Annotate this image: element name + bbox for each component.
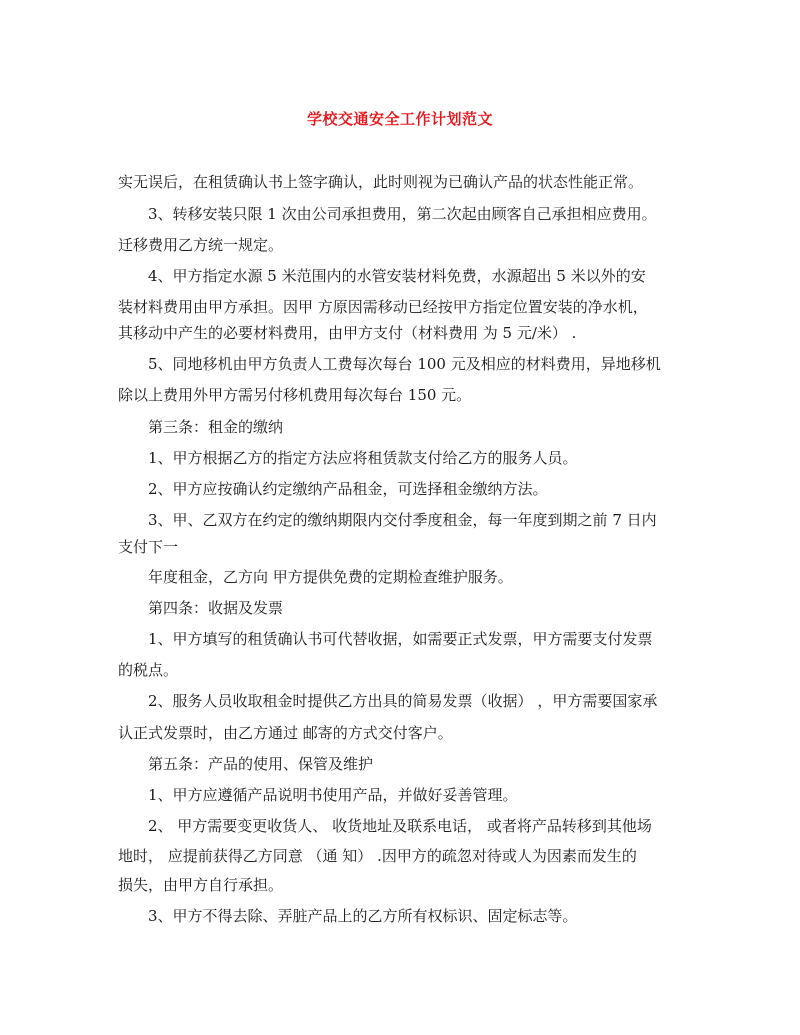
text-line: 2、 甲方需要变更收货人、 收货地址及联系电话， 或者将产品转移到其他场 [148, 817, 652, 835]
text-line: 支付下一 [118, 538, 179, 556]
section-heading: 第三条：租金的缴纳 [148, 418, 284, 436]
text-line: 2、服务人员收取租金时提供乙方出具的简易发票（收据） ，甲方需要国家承 [148, 692, 658, 710]
text-line: 年度租金，乙方向 甲方提供免费的定期检查维护服务。 [148, 568, 513, 586]
section-heading: 第五条：产品的使用、保管及维护 [148, 755, 374, 773]
text-line: 4、甲方指定水源 5 米范围内的水管安装材料免费，水源超出 5 米以外的安 [148, 267, 646, 285]
text-line: 1、甲方填写的租赁确认书可代替收据，如需要正式发票，甲方需要支付发票 [148, 630, 653, 648]
text-line: 3、转移安装只限 1 次由公司承担费用，第二次起由顾客自己承担相应费用。 [148, 205, 657, 223]
text-line: 3、甲方不得去除、弄脏产品上的乙方所有权标识、固定标志等。 [148, 907, 578, 925]
text-line: 1、甲方根据乙方的指定方法应将租赁款支付给乙方的服务人员。 [148, 449, 578, 467]
text-line: 地时， 应提前获得乙方同意 （通 知） .因甲方的疏忽对待或人为因素而发生的 [118, 847, 637, 865]
text-line: 认正式发票时，由乙方通过 邮寄的方式交付客户。 [118, 724, 453, 742]
text-line: 除以上费用外甲方需另付移机费用每次每台 150 元。 [118, 386, 472, 404]
text-line: 的税点。 [118, 661, 179, 679]
text-line: 实无误后，在租赁确认书上签字确认，此时则视为已确认产品的状态性能正常。 [118, 173, 644, 191]
section-heading: 第四条：收据及发票 [148, 599, 284, 617]
text-line: 3、甲、乙双方在约定的缴纳期限内交付季度租金，每一年度到期之前 7 日内 [148, 511, 657, 529]
document-title: 学校交通安全工作计划范文 [306, 110, 493, 128]
text-line: 1、甲方应遵循产品说明书使用产品，并做好妥善管理。 [148, 786, 518, 804]
text-line: 损失，由甲方自行承担。 [118, 876, 284, 894]
text-line: 迁移费用乙方统一规定。 [118, 236, 284, 254]
text-line: 2、甲方应按确认约定缴纳产品租金，可选择租金缴纳方法。 [148, 480, 548, 498]
text-line: 5、同地移机由甲方负责人工费每次每台 100 元及相应的材料费用，异地移机 [148, 355, 661, 373]
text-line: 其移动中产生的必要材料费用，由甲方支付（材料费用 为 5 元/米） . [118, 324, 577, 342]
text-line: 装材料费用由甲方承担。因甲 方原因需移动已经按甲方指定位置安装的净水机， [118, 298, 648, 316]
